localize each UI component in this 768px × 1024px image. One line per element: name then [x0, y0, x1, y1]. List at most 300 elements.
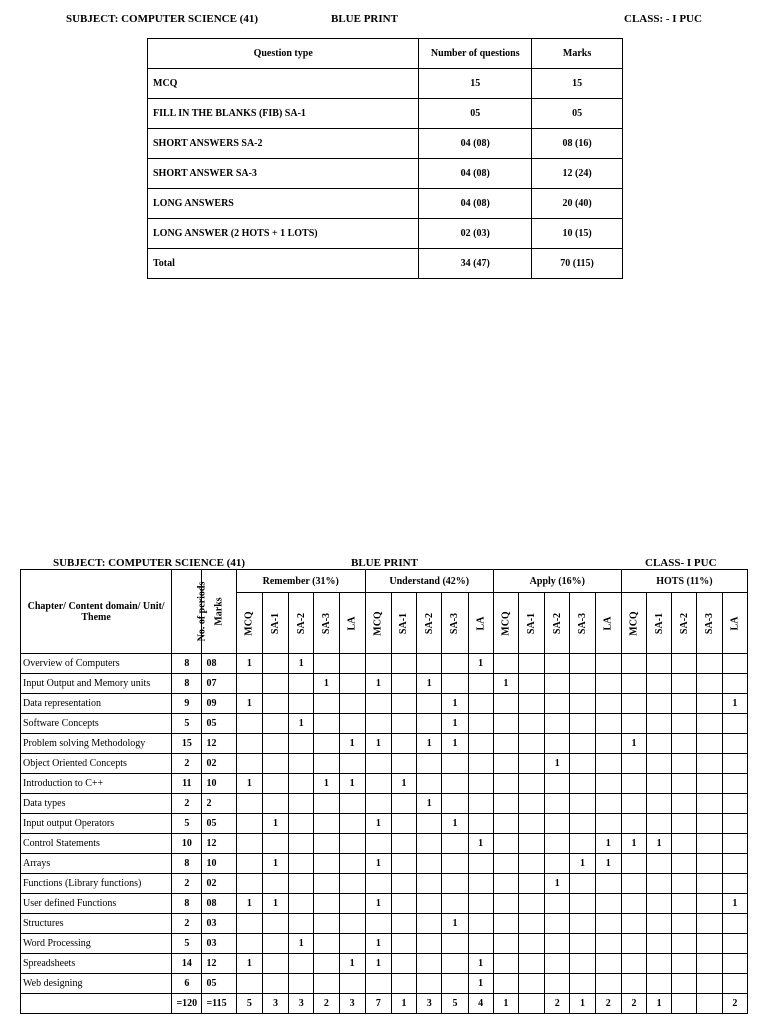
count-cell: 1 [621, 834, 646, 854]
count-cell [365, 754, 391, 774]
count-cell [262, 674, 288, 694]
count-cell [314, 794, 339, 814]
summary-table [147, 38, 623, 279]
summary-header-cell: Question type [148, 39, 419, 69]
count-cell: 1 [262, 894, 288, 914]
count-cell [417, 894, 442, 914]
subcolumn-header [468, 593, 493, 654]
count-cell [672, 714, 697, 734]
count-cell [621, 894, 646, 914]
count-cell [621, 674, 646, 694]
count-cell [595, 774, 621, 794]
count-cell: 4 [468, 994, 493, 1014]
marks-cell: 09 [202, 694, 236, 714]
marks-header: Marks [202, 570, 236, 654]
count-cell [722, 714, 747, 734]
count-cell [518, 954, 544, 974]
subcolumn-label: MCQ [243, 610, 255, 636]
chapter-name: User defined Functions [21, 894, 172, 914]
group-header: Understand (42%) [365, 570, 493, 593]
count-cell [672, 754, 697, 774]
subcolumn-label: LA [475, 616, 487, 630]
periods-cell: =120 [172, 994, 202, 1014]
table-row [21, 694, 748, 714]
count-cell [621, 814, 646, 834]
count-cell: 1 [442, 814, 468, 834]
count-cell [570, 694, 595, 714]
count-cell [672, 894, 697, 914]
count-cell: 2 [314, 994, 339, 1014]
count-cell: 1 [595, 854, 621, 874]
count-cell [722, 834, 747, 854]
count-cell [442, 774, 468, 794]
count-cell [518, 894, 544, 914]
count-cell: 1 [595, 834, 621, 854]
chapter-name: Problem solving Methodology [21, 734, 172, 754]
count-cell: 1 [365, 934, 391, 954]
count-cell [339, 914, 365, 934]
summary-row [148, 159, 623, 189]
count-cell [647, 754, 672, 774]
count-cell [545, 954, 570, 974]
count-cell [545, 654, 570, 674]
summary-cell: 05 [419, 99, 532, 129]
table-row [21, 754, 748, 774]
count-cell [314, 814, 339, 834]
count-cell [672, 954, 697, 974]
count-cell [442, 974, 468, 994]
table-row [21, 674, 748, 694]
count-cell [672, 734, 697, 754]
summary-row [148, 219, 623, 249]
count-cell [391, 734, 416, 754]
count-cell: 1 [339, 954, 365, 974]
subcolumn-header [545, 593, 570, 654]
subcolumn-header [570, 593, 595, 654]
subcolumn-label: SA-3 [704, 612, 716, 634]
count-cell: 1 [236, 694, 262, 714]
count-cell [391, 714, 416, 734]
count-cell [365, 874, 391, 894]
chapter-name: Input output Operators [21, 814, 172, 834]
subcolumn-label: MCQ [372, 610, 384, 636]
count-cell [289, 954, 314, 974]
count-cell [570, 774, 595, 794]
summary-cell: 15 [532, 69, 623, 99]
count-cell: 1 [236, 954, 262, 974]
count-cell [289, 814, 314, 834]
subcolumn-label: SA-1 [270, 612, 282, 634]
count-cell [545, 734, 570, 754]
count-cell [493, 714, 518, 734]
chapter-name: Web designing [21, 974, 172, 994]
count-cell [289, 874, 314, 894]
count-cell: 1 [289, 714, 314, 734]
count-cell [621, 854, 646, 874]
count-cell [595, 914, 621, 934]
count-cell [722, 734, 747, 754]
count-cell: 1 [314, 674, 339, 694]
count-cell [236, 934, 262, 954]
count-cell [595, 654, 621, 674]
count-cell [595, 874, 621, 894]
table-row [21, 974, 748, 994]
count-cell [493, 654, 518, 674]
blueprint-title: BLUE PRINT [331, 13, 398, 25]
count-cell [621, 754, 646, 774]
subcolumn-header [672, 593, 697, 654]
count-cell [545, 854, 570, 874]
count-cell: 1 [289, 654, 314, 674]
count-cell: 1 [442, 714, 468, 734]
count-cell [417, 654, 442, 674]
count-cell [595, 734, 621, 754]
marks-cell: 12 [202, 954, 236, 974]
subcolumn-header [236, 593, 262, 654]
count-cell [493, 814, 518, 834]
count-cell [545, 714, 570, 734]
count-cell: 1 [365, 674, 391, 694]
count-cell [647, 694, 672, 714]
summary-cell: FILL IN THE BLANKS (FIB) SA-1 [148, 99, 419, 129]
count-cell [468, 874, 493, 894]
subcolumn-label: LA [602, 616, 614, 630]
count-cell: 1 [314, 774, 339, 794]
count-cell [672, 674, 697, 694]
table-row [21, 734, 748, 754]
count-cell: 1 [442, 914, 468, 934]
count-cell [722, 974, 747, 994]
periods-cell: 8 [172, 854, 202, 874]
count-cell [262, 794, 288, 814]
count-cell [289, 974, 314, 994]
count-cell [672, 874, 697, 894]
summary-row [148, 99, 623, 129]
count-cell [647, 814, 672, 834]
count-cell: 1 [722, 894, 747, 914]
count-cell [417, 874, 442, 894]
count-cell [518, 754, 544, 774]
periods-cell: 10 [172, 834, 202, 854]
subcolumn-header [697, 593, 722, 654]
count-cell [262, 694, 288, 714]
chapter-name [21, 994, 172, 1014]
count-cell [697, 734, 722, 754]
count-cell [672, 794, 697, 814]
summary-cell: LONG ANSWERS [148, 189, 419, 219]
count-cell [697, 814, 722, 834]
summary-cell: SHORT ANSWERS SA-2 [148, 129, 419, 159]
count-cell: 7 [365, 994, 391, 1014]
count-cell [518, 774, 544, 794]
summary-row [148, 69, 623, 99]
count-cell [697, 674, 722, 694]
count-cell [647, 974, 672, 994]
count-cell: 1 [417, 794, 442, 814]
count-cell [391, 894, 416, 914]
count-cell [314, 834, 339, 854]
count-cell [621, 694, 646, 714]
count-cell [365, 694, 391, 714]
table-row [21, 994, 748, 1014]
count-cell [545, 974, 570, 994]
count-cell [595, 674, 621, 694]
count-cell [391, 974, 416, 994]
count-cell: 1 [647, 834, 672, 854]
count-cell: 1 [545, 754, 570, 774]
count-cell [493, 854, 518, 874]
summary-header-cell: Marks [532, 39, 623, 69]
count-cell [697, 894, 722, 914]
count-cell: 1 [442, 694, 468, 714]
marks-cell: 10 [202, 774, 236, 794]
count-cell [442, 794, 468, 814]
count-cell: 1 [468, 954, 493, 974]
count-cell [417, 854, 442, 874]
count-cell [314, 654, 339, 674]
periods-cell: 2 [172, 754, 202, 774]
summary-cell: 04 (08) [419, 189, 532, 219]
count-cell [518, 834, 544, 854]
count-cell [417, 954, 442, 974]
count-cell [697, 834, 722, 854]
count-cell [314, 734, 339, 754]
count-cell [570, 974, 595, 994]
table-row [21, 854, 748, 874]
count-cell [391, 814, 416, 834]
count-cell [339, 694, 365, 714]
count-cell [621, 774, 646, 794]
count-cell [289, 734, 314, 754]
count-cell [621, 974, 646, 994]
count-cell [647, 894, 672, 914]
subcolumn-header [417, 593, 442, 654]
count-cell [493, 794, 518, 814]
subcolumn-label: LA [346, 616, 358, 630]
count-cell [236, 674, 262, 694]
subcolumn-label: MCQ [500, 610, 512, 636]
count-cell [339, 934, 365, 954]
count-cell [621, 794, 646, 814]
count-cell [314, 914, 339, 934]
chapter-name: Object Oriented Concepts [21, 754, 172, 774]
chapter-name: Introduction to C++ [21, 774, 172, 794]
count-cell [697, 754, 722, 774]
count-cell [314, 954, 339, 974]
count-cell [391, 914, 416, 934]
subcolumn-label: SA-3 [576, 612, 588, 634]
periods-cell: 8 [172, 654, 202, 674]
count-cell: 1 [262, 854, 288, 874]
count-cell [722, 774, 747, 794]
summary-row [148, 249, 623, 279]
marks-cell: 05 [202, 714, 236, 734]
table-row [21, 794, 748, 814]
count-cell [518, 994, 544, 1014]
count-cell [647, 794, 672, 814]
count-cell [621, 954, 646, 974]
count-cell [236, 834, 262, 854]
table-row [21, 914, 748, 934]
count-cell [570, 734, 595, 754]
summary-cell: 10 (15) [532, 219, 623, 249]
summary-cell: 12 (24) [532, 159, 623, 189]
subcolumn-header [442, 593, 468, 654]
subcolumn-label: SA-1 [653, 612, 665, 634]
chapter-name: Software Concepts [21, 714, 172, 734]
count-cell [314, 974, 339, 994]
count-cell [417, 834, 442, 854]
count-cell [442, 894, 468, 914]
count-cell [570, 894, 595, 914]
count-cell [545, 674, 570, 694]
count-cell: 3 [289, 994, 314, 1014]
count-cell [647, 714, 672, 734]
summary-cell: 05 [532, 99, 623, 129]
count-cell: 1 [365, 814, 391, 834]
count-cell [289, 774, 314, 794]
count-cell [468, 754, 493, 774]
subcolumn-header [289, 593, 314, 654]
summary-cell: 70 (115) [532, 249, 623, 279]
subcolumn-label: SA-2 [423, 612, 435, 634]
count-cell [468, 814, 493, 834]
marks-cell: 03 [202, 934, 236, 954]
count-cell [722, 874, 747, 894]
count-cell [236, 754, 262, 774]
count-cell [722, 954, 747, 974]
periods-cell: 6 [172, 974, 202, 994]
summary-cell: 02 (03) [419, 219, 532, 249]
count-cell [518, 654, 544, 674]
count-cell [493, 974, 518, 994]
count-cell [595, 894, 621, 914]
subcolumn-label: SA-1 [398, 612, 410, 634]
count-cell [545, 934, 570, 954]
count-cell [672, 694, 697, 714]
blueprint-body [21, 654, 748, 1014]
count-cell [647, 854, 672, 874]
chapter-name: Spreadsheets [21, 954, 172, 974]
count-cell [391, 654, 416, 674]
subject-title-2: SUBJECT: COMPUTER SCIENCE (41) [53, 557, 246, 569]
periods-header: No. of periods [172, 570, 202, 654]
count-cell [595, 794, 621, 814]
group-header: HOTS (11%) [621, 570, 747, 593]
count-cell [545, 834, 570, 854]
table-row [21, 894, 748, 914]
count-cell [262, 654, 288, 674]
count-cell [697, 654, 722, 674]
count-cell [722, 814, 747, 834]
count-cell [518, 914, 544, 934]
count-cell [647, 954, 672, 974]
count-cell [365, 834, 391, 854]
count-cell [468, 894, 493, 914]
periods-cell: 9 [172, 694, 202, 714]
count-cell [262, 934, 288, 954]
subcolumn-label: SA-1 [526, 612, 538, 634]
count-cell [442, 954, 468, 974]
count-cell: 1 [493, 674, 518, 694]
count-cell [442, 754, 468, 774]
table-row [21, 654, 748, 674]
marks-cell: 02 [202, 874, 236, 894]
periods-cell: 8 [172, 674, 202, 694]
count-cell [493, 754, 518, 774]
count-cell [314, 854, 339, 874]
count-cell: 1 [621, 734, 646, 754]
count-cell: 1 [339, 774, 365, 794]
count-cell [442, 934, 468, 954]
count-cell [314, 694, 339, 714]
count-cell [570, 754, 595, 774]
subcolumn-header [518, 593, 544, 654]
count-cell [672, 814, 697, 834]
count-cell [697, 874, 722, 894]
count-cell [518, 714, 544, 734]
count-cell [493, 694, 518, 714]
chapter-name: Data types [21, 794, 172, 814]
count-cell [391, 694, 416, 714]
count-cell: 1 [339, 734, 365, 754]
count-cell: 2 [722, 994, 747, 1014]
count-cell [262, 734, 288, 754]
count-cell [339, 814, 365, 834]
count-cell [697, 714, 722, 734]
blueprint-table [20, 569, 748, 1014]
count-cell [621, 714, 646, 734]
periods-cell: 8 [172, 894, 202, 914]
count-cell [236, 734, 262, 754]
periods-cell: 2 [172, 874, 202, 894]
marks-cell: 05 [202, 974, 236, 994]
count-cell [518, 874, 544, 894]
count-cell [365, 774, 391, 794]
table-row [21, 834, 748, 854]
count-cell [314, 874, 339, 894]
count-cell [647, 734, 672, 754]
count-cell [391, 794, 416, 814]
count-cell [468, 734, 493, 754]
count-cell: 1 [468, 834, 493, 854]
count-cell [365, 714, 391, 734]
blueprint-title-2: BLUE PRINT [351, 557, 418, 569]
count-cell [493, 934, 518, 954]
count-cell [289, 754, 314, 774]
count-cell [262, 774, 288, 794]
subcolumn-label: MCQ [628, 610, 640, 636]
count-cell: 5 [442, 994, 468, 1014]
count-cell [672, 834, 697, 854]
count-cell [236, 794, 262, 814]
subcolumn-header [722, 593, 747, 654]
periods-cell: 2 [172, 794, 202, 814]
marks-cell: 08 [202, 654, 236, 674]
summary-cell: LONG ANSWER (2 HOTS + 1 LOTS) [148, 219, 419, 249]
periods-cell: 5 [172, 814, 202, 834]
count-cell: 1 [493, 994, 518, 1014]
count-cell: 1 [570, 994, 595, 1014]
table-row [21, 874, 748, 894]
chapter-name: Structures [21, 914, 172, 934]
count-cell [570, 954, 595, 974]
count-cell [518, 814, 544, 834]
marks-cell: 07 [202, 674, 236, 694]
count-cell [493, 874, 518, 894]
periods-cell: 11 [172, 774, 202, 794]
count-cell [262, 874, 288, 894]
